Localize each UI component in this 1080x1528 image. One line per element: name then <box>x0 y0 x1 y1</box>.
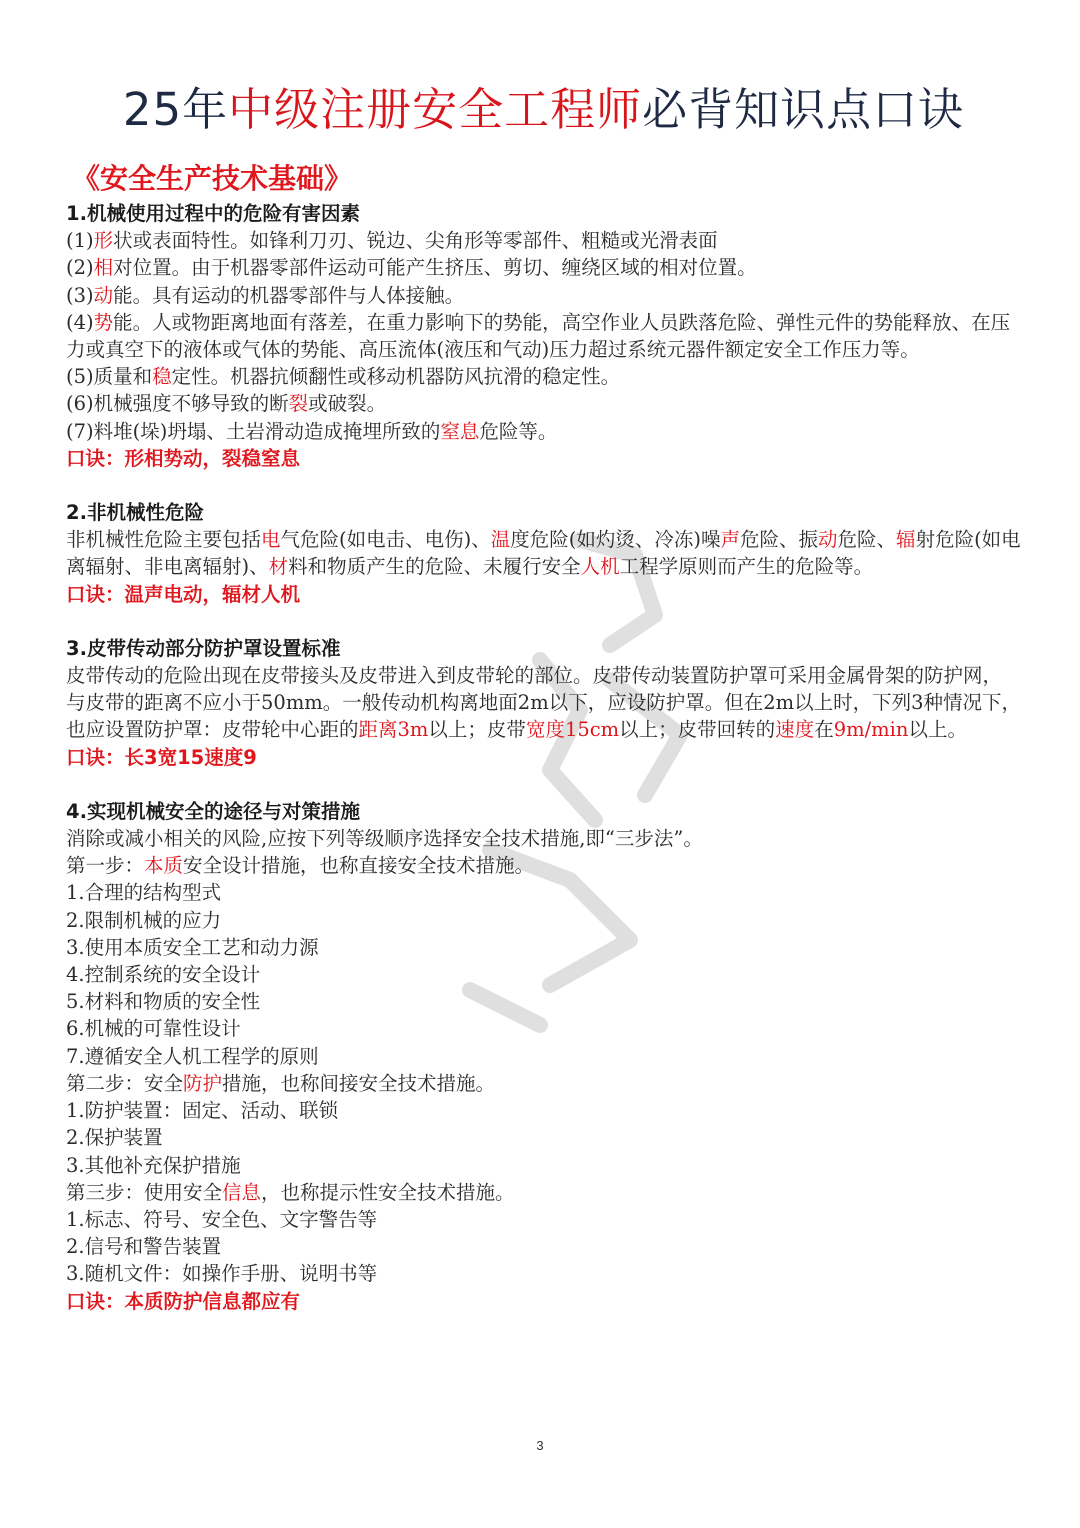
section-2-body: 非机械性危险主要包括电气危险(如电击、电伤)、温度危险(如灼烫、冷冻)噪声危险、振动危险、辐射危险(如电离辐射、非电离辐射)、材料和物质产生的危险、未履行安全人机工程学原则而产生的危险等。 <box>66 528 1021 579</box>
list-item: 5.材料和物质的安全性 <box>66 990 261 1014</box>
page-title <box>66 82 1021 138</box>
section-4-heading: 4.实现机械安全的途径与对策措施 <box>66 799 360 823</box>
section-3-body: 皮带传动的危险出现在皮带接头及皮带进入到皮带轮的部位。皮带传动装置防护罩可采用金属骨架的防护网，与皮带的距离不应小于50mm。一般传动机构离地面2m以下，应设防护罩。但在2m以上时，下列3种情况下，也应设置防护罩：皮带轮中心距的距离3m以上；皮带宽度15cm以上；皮带回转的速度在9m/min以上。 <box>66 664 1021 742</box>
step-1: 第一步：本质安全设计措施，也称直接安全技术措施。 <box>66 854 535 878</box>
section-3 <box>66 635 1021 771</box>
list-item: 1.标志、符号、安全色、文字警告等 <box>66 1207 378 1231</box>
section-3-heading: 3.皮带传动部分防护罩设置标准 <box>66 636 341 660</box>
list-item: (3)动能。具有运动的机器零部件与人体接触。 <box>66 283 465 307</box>
section-1 <box>66 200 1021 472</box>
list-item: 6.机械的可靠性设计 <box>66 1017 241 1041</box>
list-item: 2.限制机械的应力 <box>66 908 222 932</box>
document-page <box>66 0 1021 1315</box>
section-4-mnemonic: 口诀：本质防护信息都应有 <box>66 1289 301 1313</box>
section-1-heading: 1.机械使用过程中的危险有害因素 <box>66 202 360 225</box>
list-item: (2)相对位置。由于机器零部件运动可能产生挤压、剪切、缠绕区域的相对位置。 <box>66 256 757 280</box>
section-3-mnemonic: 口诀：长3宽15速度9 <box>66 745 257 769</box>
list-item: 7.遵循安全人机工程学的原则 <box>66 1044 319 1068</box>
list-item: (5)质量和稳定性。机器抗倾翻性或移动机器防风抗滑的稳定性。 <box>66 365 621 389</box>
list-item: (6)机械强度不够导致的断裂或破裂。 <box>66 392 387 416</box>
section-2 <box>66 499 1021 608</box>
list-item: 1.防护装置：固定、活动、联锁 <box>66 1099 339 1123</box>
section-2-mnemonic: 口诀：温声电动，辐材人机 <box>66 582 301 606</box>
title-suffix: 必背知识点口诀 <box>642 83 965 136</box>
list-item: 3.其他补充保护措施 <box>66 1153 241 1177</box>
section-2-heading: 2.非机械性危险 <box>66 501 204 525</box>
step-3: 第三步：使用安全信息，也称提示性安全技术措施。 <box>66 1180 515 1204</box>
title-prefix: 25年 <box>122 83 229 136</box>
list-item: 2.信号和警告装置 <box>66 1235 222 1259</box>
list-item: 3.使用本质安全工艺和动力源 <box>66 935 319 959</box>
list-item: (4)势能。人或物距离地面有落差，在重力影响下的势能，高空作业人员跌落危险、弹性元件的势能释放、在压力或真空下的液体或气体的势能、高压流体(液压和气动)压力超过系统元器件额定安全工作压力等。 <box>66 310 1011 362</box>
step-2: 第二步：安全防护措施，也称间接安全技术措施。 <box>66 1071 496 1095</box>
section-1-mnemonic: 口诀：形相势动，裂稳窒息 <box>66 446 301 470</box>
page-number: 3 <box>536 1438 544 1453</box>
list-item: 2.保护装置 <box>66 1126 163 1150</box>
list-item: (1)形状或表面特性。如锋利刀刃、锐边、尖角形等零部件、粗糙或光滑表面 <box>66 229 718 253</box>
list-item: 4.控制系统的安全设计 <box>66 963 261 987</box>
list-item: (7)料堆(垛)坍塌、土岩滑动造成掩埋所致的窒息危险等。 <box>66 419 558 443</box>
section-4-intro: 消除或减小相关的风险,应按下列等级顺序选择安全技术措施,即“三步法”。 <box>66 827 703 851</box>
subject-heading: 《安全生产技术基础》 <box>72 162 353 195</box>
title-highlight: 中级注册安全工程师 <box>228 83 643 136</box>
list-item: 1.合理的结构型式 <box>66 881 222 905</box>
section-4 <box>66 798 1021 1315</box>
list-item: 3.随机文件：如操作手册、说明书等 <box>66 1262 378 1286</box>
